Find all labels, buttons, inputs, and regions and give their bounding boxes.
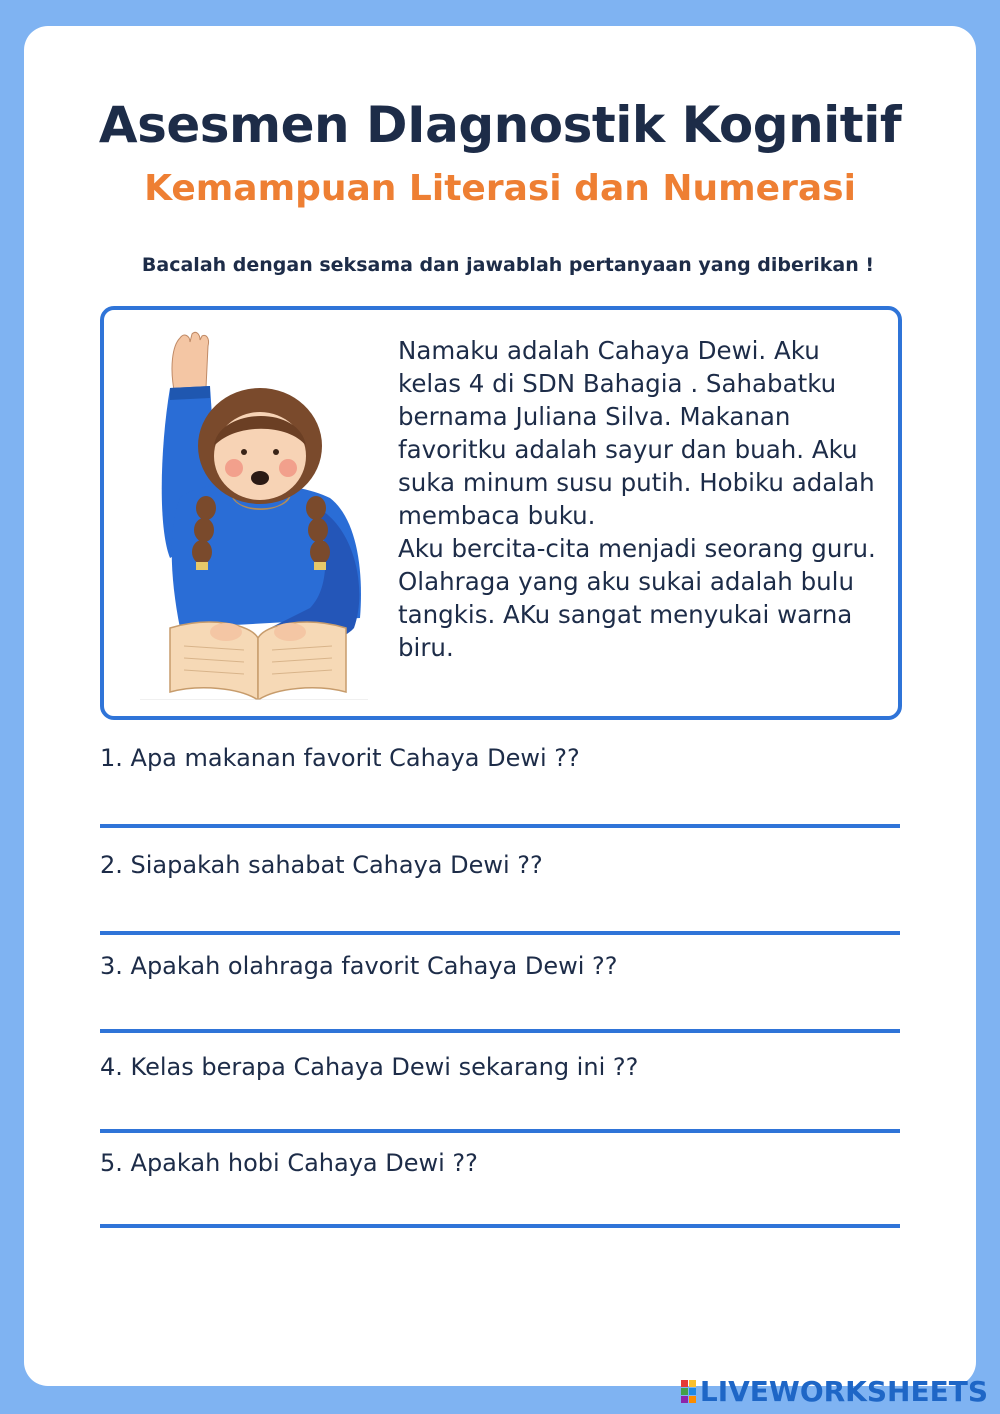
question-2: 2. Siapakah sahabat Cahaya Dewi ?? <box>100 851 543 879</box>
page-subtitle: Kemampuan Literasi dan Numerasi <box>144 168 856 209</box>
story-paragraph: Namaku adalah Cahaya Dewi. Aku kelas 4 di SDN Bahagia . Sahabatku bernama Juliana Silva. Makanan favoritku adalah sayur dan buah. Aku suka minum susu putih. Hobiku adalah membaca buku. <box>398 336 875 530</box>
logo-square <box>681 1396 688 1403</box>
logo-square <box>689 1396 696 1403</box>
question-4: 4. Kelas berapa Cahaya Dewi sekarang ini ?? <box>100 1053 639 1081</box>
story-text <box>398 334 878 664</box>
liveworksheets-logo-icon <box>681 1380 696 1403</box>
logo-square <box>689 1388 696 1395</box>
answer-field-2[interactable] <box>100 931 900 935</box>
story-paragraph: Aku bercita-cita menjadi seorang guru. Olahraga yang aku sukai adalah bulu tangkis. AKu sangat menyukai warna biru. <box>398 534 876 662</box>
answer-field-1[interactable] <box>100 824 900 828</box>
answer-field-5[interactable] <box>100 1224 900 1228</box>
question-3: 3. Apakah olahraga favorit Cahaya Dewi ?? <box>100 952 618 980</box>
instruction-text: Bacalah dengan seksama dan jawablah pertanyaan yang diberikan ! <box>141 254 875 276</box>
logo-square <box>689 1380 696 1387</box>
logo-square <box>681 1380 688 1387</box>
girl-reading-illustration <box>140 328 368 700</box>
answer-field-3[interactable] <box>100 1029 900 1033</box>
question-1: 1. Apa makanan favorit Cahaya Dewi ?? <box>100 744 580 772</box>
page-title: Asesmen DIagnostik Kognitif <box>98 96 902 154</box>
question-5: 5. Apakah hobi Cahaya Dewi ?? <box>100 1149 478 1177</box>
story-box <box>100 306 902 720</box>
logo-square <box>681 1388 688 1395</box>
answer-field-4[interactable] <box>100 1129 900 1133</box>
liveworksheets-brand-text: LIVEWORKSHEETS <box>699 1375 988 1408</box>
liveworksheets-logo[interactable] <box>681 1375 988 1408</box>
